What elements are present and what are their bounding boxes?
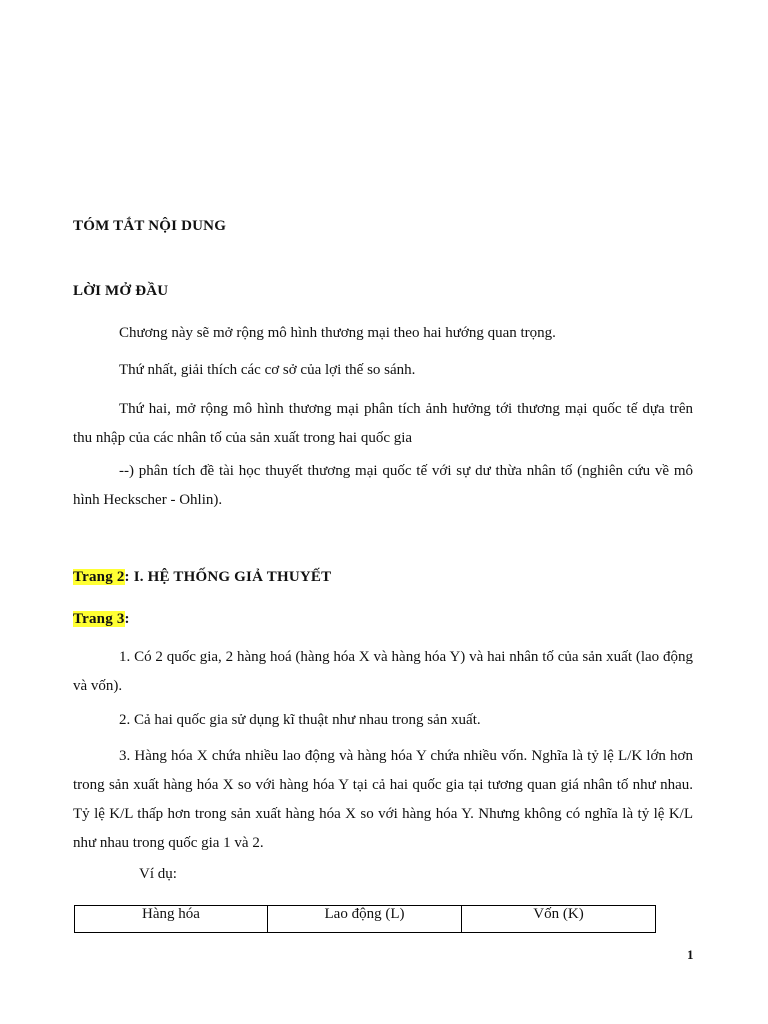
hypothesis-2: 2. Cả hai quốc gia sử dụng kĩ thuật như nhau trong sản xuất. [119,712,481,728]
header-goods: Hàng hóa [142,906,200,922]
trang-2-title: : I. HỆ THỐNG GIẢ THUYẾT [124,569,332,585]
summary-heading: TÓM TẮT NỘI DUNG [73,218,227,234]
page-number: 1 [687,947,694,962]
intro-paragraph-4: --) phân tích đề tài học thuyết thương mại quốc tế với sự dư thừa nhân tố (nghiên cứu về mô hình Heckscher - Ohlin). [73,463,693,508]
example-label: Ví dụ: [139,866,177,882]
trang-3-label: Trang 3 [73,611,125,627]
header-capital: Vốn (K) [533,906,584,922]
table-header-cell [462,906,656,933]
table-header-row [75,906,656,933]
table-header-cell [268,906,462,933]
intro-heading: LỜI MỞ ĐẦU [73,283,169,299]
header-labor: Lao động (L) [324,906,405,922]
intro-paragraph-1: Chương này sẽ mở rộng mô hình thương mại theo hai hướng quan trọng. [119,325,556,341]
data-table [74,905,656,933]
trang-3-heading [73,611,130,628]
hypothesis-3: 3. Hàng hóa X chứa nhiều lao động và hàng hóa Y chứa nhiều vốn. Nghĩa là tỷ lệ L/K lớn hơn trong sản xuất hàng hóa X so với hàng hóa Y tại cả hai quốc gia tại tương quan giá nhân tố như nhau. Tỷ lệ K/L thấp hơn trong sản xuất hàng hóa X so với hàng hóa Y. Nhưng không có nghĩa là tỷ lệ K/L như nhau trong quốc gia 1 và 2. [73,748,693,851]
trang-2-label: Trang 2 [73,569,125,585]
hypothesis-1: 1. Có 2 quốc gia, 2 hàng hoá (hàng hóa X và hàng hóa Y) và hai nhân tố của sản xuất (lao động và vốn). [73,649,693,694]
trang-2-heading [73,569,331,586]
intro-paragraph-2: Thứ nhất, giải thích các cơ sở của lợi thế so sánh. [119,362,416,378]
table-header-cell [75,906,268,933]
intro-paragraph-3: Thứ hai, mở rộng mô hình thương mại phân tích ảnh hưởng tới thương mại quốc tế dựa trên thu nhập của các nhân tố của sản xuất trong hai quốc gia [73,401,693,446]
trang-3-colon: : [124,611,130,627]
